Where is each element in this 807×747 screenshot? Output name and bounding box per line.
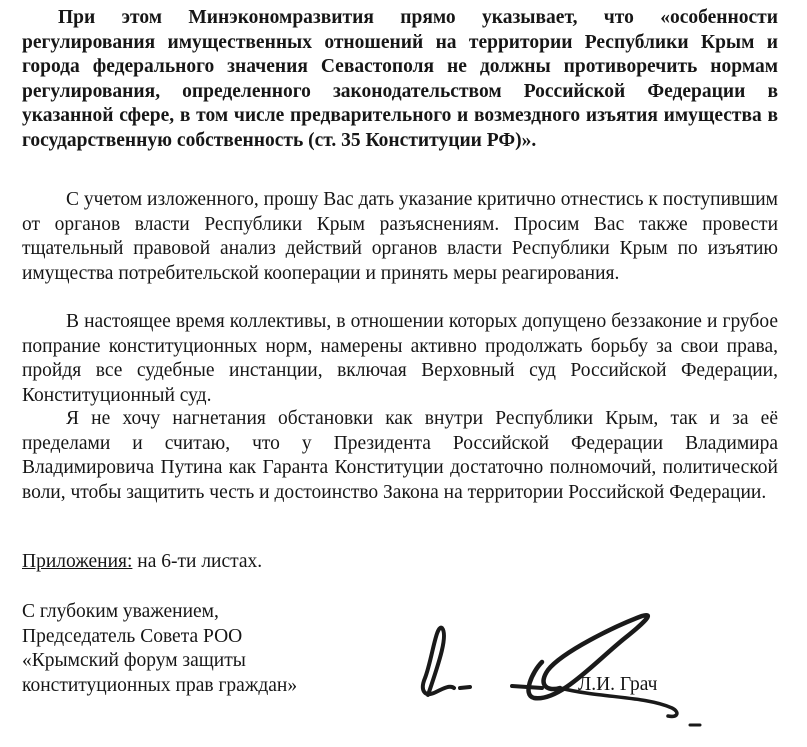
closing-position: Председатель Совета РОО: [22, 625, 243, 647]
signer-name: Л.И. Грач: [578, 674, 658, 695]
paragraph-ministry-quote: При этом Минэкономразвития прямо указывает, что «особенности регулирования имущественных отношений на территории Республики Крым и города федерального значения Севастополя не должны противоречить нормам регулирования, определенного законодательством Российской Федерации в указанной сфере, в том числе предварительного и возмездного изъятия имущества в государственную собственность (ст. 35 Конституции РФ)».: [22, 7, 778, 151]
paragraph-request: С учетом изложенного, прошу Вас дать указание критично отнестись к поступившим от органов власти Республики Крым разъяснениям. Просим Вас также провести тщательный правовой анализ действий органов власти Республики Крым по изъятию имущества потребительской кооперации и принять меры реагирования.: [22, 189, 778, 284]
attachments-line: [22, 550, 262, 574]
closing-organization-line2: конституционных прав граждан»: [22, 674, 298, 696]
attachments-value: на 6-ти листах.: [132, 551, 263, 572]
handwritten-signature: [410, 600, 710, 740]
attachments-label: Приложения:: [22, 551, 133, 572]
paragraph-president: Я не хочу нагнетания обстановки как внутри Республики Крым, так и за её пределами и считаю, что у Президента Российской Федерации Владимира Владимировича Путина как Гаранта Конституции достаточно полномочий, политической воли, чтобы защитить честь и достоинство Закона на территории Российской Федерации.: [22, 408, 778, 503]
closing-block: [22, 600, 297, 698]
closing-greeting: С глубоким уважением,: [22, 601, 219, 622]
paragraph-collectives: В настоящее время коллективы, в отношении которых допущено беззаконие и грубое попрание конституционных норм, намерены активно продолжать борьбу за свои права, пройдя все судебные инстанции, включая Верховный суд Российской Федерации, Конституционный суд.: [22, 311, 778, 406]
closing-organization-line1: «Крымский форум защиты: [22, 650, 246, 671]
